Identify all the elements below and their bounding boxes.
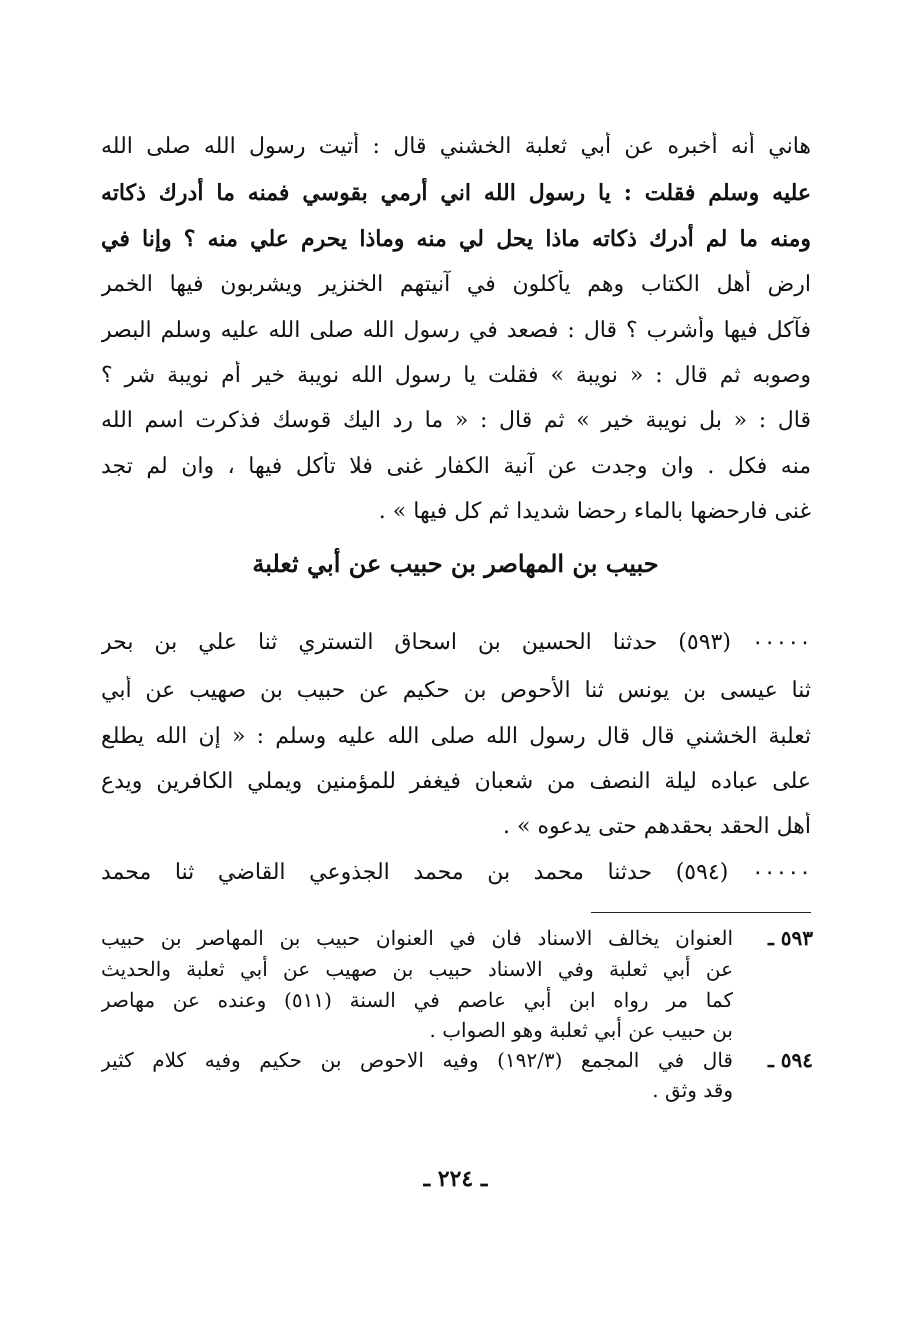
footnote-line: بن حبيب عن أبي ثعلبة وهو الصواب . <box>429 1018 733 1042</box>
body-line: قال : « بل نويبة خير » ثم قال : « ما رد اليك قوسك فذكرت اسم الله <box>101 408 811 433</box>
section-heading: حبيب بن المهاصر بن حبيب عن أبي ثعلبة <box>252 549 659 578</box>
body-line: عليه وسلم فقلت : يا رسول الله اني أرمي بقوسي فمنه ما أدرك ذكاته <box>101 180 811 206</box>
footnote-line: العنوان يخالف الاسناد فان في العنوان حبيب بن المهاصر بن حبيب <box>101 926 733 950</box>
footnote-line: وقد وثق . <box>652 1078 733 1102</box>
footnote-line: قال في المجمع (١٩٢/٣) وفيه الاحوص بن حكيم وفيه كلام كثير <box>101 1048 733 1072</box>
body-line: هاني أنه أخبره عن أبي ثعلبة الخشني قال : أتيت رسول الله صلى الله <box>101 134 811 159</box>
page-number: ـ ٢٢٤ ـ <box>423 1166 488 1192</box>
body-line: منه فكل . وان وجدت عن آنية الكفار غنى فلا تأكل فيها ، وان لم تجد <box>101 454 811 479</box>
body-line: وصوبه ثم قال : « نويبة » فقلت يا رسول الله نويبة خير أم نويبة شر ؟ <box>101 363 811 388</box>
hadith-line: على عباده ليلة النصف من شعبان فيغفر للمؤمنين ويملي الكافرين ويدع <box>101 769 811 794</box>
hadith-line: أهل الحقد بحقدهم حتى يدعوه » . <box>503 814 811 839</box>
footnote-line: عن أبي ثعلبة وفي الاسناد حبيب بن صهيب عن أبي ثعلبة والحديث <box>101 957 733 981</box>
footnote-number: ٥٩٣ ـ <box>767 926 813 950</box>
hadith-line: ٠٠٠٠٠ (٥٩٣) حدثنا الحسين بن اسحاق التستري ثنا علي بن بحر <box>101 630 811 655</box>
hadith-594: ٠٠٠٠٠ (٥٩٤) حدثنا محمد بن محمد الجذوعي القاضي ثنا محمد <box>101 860 811 885</box>
body-line: غنى فارحضها بالماء رحضا شديدا ثم كل فيها » . <box>378 499 811 524</box>
body-line: ومنه ما لم أدرك ذكاته ماذا يحل لي منه وماذا يحرم علي منه ؟ وإنا في <box>101 226 811 252</box>
body-line: فآكل فيها وأشرب ؟ قال : فصعد في رسول الله صلى الله عليه وسلم البصر <box>101 318 811 343</box>
hadith-line: ثعلبة الخشني قال قال رسول الله صلى الله عليه وسلم : « إن الله يطلع <box>101 724 811 749</box>
footnote-separator <box>591 912 811 913</box>
footnote-line: كما مر رواه ابن أبي عاصم في السنة (٥١١) وعنده عن مهاصر <box>101 988 733 1012</box>
hadith-line: ثنا عيسى بن يونس ثنا الأحوص بن حكيم عن حبيب بن صهيب عن أبي <box>101 678 811 703</box>
body-line: ارض أهل الكتاب وهم يأكلون في آنيتهم الخنزير ويشربون فيها الخمر <box>101 272 811 297</box>
footnote-number: ٥٩٤ ـ <box>767 1048 813 1072</box>
